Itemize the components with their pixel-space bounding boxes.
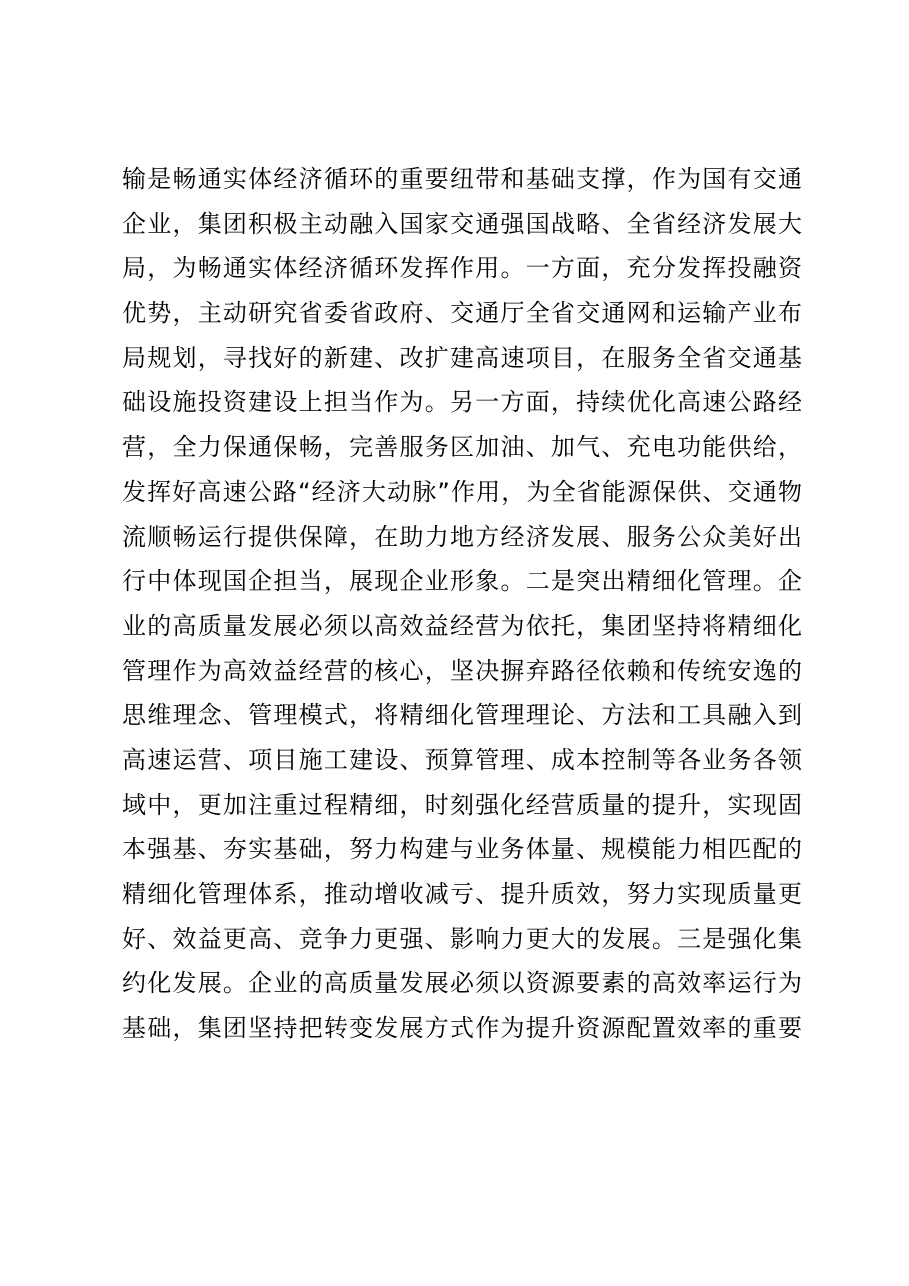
- text-line: 局规划，寻找好的新建、改扩建高速项目，在服务全省交通基: [122, 343, 802, 372]
- text-line: 营，全力保通保畅，完善服务区加油、加气、充电功能供给，: [122, 433, 802, 462]
- text-line: 流顺畅运行提供保障，在助力地方经济发展、服务公众美好出: [122, 522, 802, 551]
- text-line: 高速运营、项目施工建设、预算管理、成本控制等各业务各领: [122, 745, 802, 774]
- body-text: [122, 157, 802, 1051]
- text-line: 思维理念、管理模式，将精细化管理理论、方法和工具融入到: [122, 701, 802, 730]
- text-line: 础设施投资建设上担当作为。另一方面，持续优化高速公路经: [122, 388, 802, 417]
- text-line: 优势，主动研究省委省政府、交通厅全省交通网和运输产业布: [122, 299, 802, 328]
- text-line: 行中体现国企担当，展现企业形象。二是突出精细化管理。企: [122, 567, 802, 596]
- text-line: 精细化管理体系，推动增收减亏、提升质效，努力实现质量更: [122, 880, 802, 908]
- text-line: 约化发展。企业的高质量发展必须以资源要素的高效率运行为: [122, 969, 802, 998]
- text-line: 企业，集团积极主动融入国家交通强国战略、全省经济发展大: [122, 209, 802, 238]
- text-line: 局，为畅通实体经济循环发挥作用。一方面，充分发挥投融资: [122, 254, 802, 283]
- text-line: 发挥好高速公路“经济大动脉”作用，为全省能源保供、交通物: [122, 477, 802, 506]
- text-line: 好、效益更高、竞争力更强、影响力更大的发展。三是强化集: [122, 924, 802, 953]
- text-line: 业的高质量发展必须以高效益经营为依托，集团坚持将精细化: [122, 611, 802, 640]
- text-line: 管理作为高效益经营的核心，坚决摒弃路径依赖和传统安逸的: [122, 656, 802, 685]
- text-line: 输是畅通实体经济循环的重要纽带和基础支撑，作为国有交通: [122, 165, 802, 193]
- text-line: 域中，更加注重过程精细，时刻强化经营质量的提升，实现固: [122, 790, 802, 819]
- text-line: 本强基、夯实基础，努力构建与业务体量、规模能力相匹配的: [122, 835, 802, 864]
- text-line: 基础，集团坚持把转变发展方式作为提升资源配置效率的重要: [122, 1014, 802, 1043]
